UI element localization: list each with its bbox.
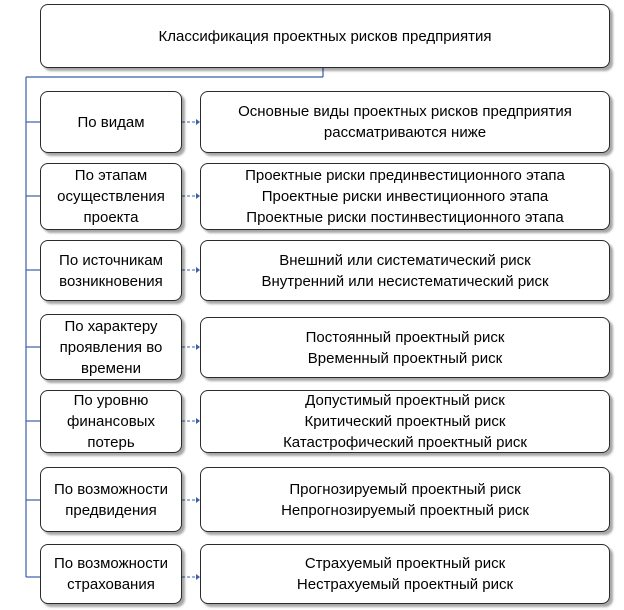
category-label: По уровню (73, 392, 149, 409)
items-box-insurance (200, 544, 610, 604)
category-label: По этапам (74, 167, 148, 184)
category-box-foresight (40, 467, 182, 532)
items-box-stages (200, 163, 610, 230)
item-label: Непрогнозируемый проектный риск (281, 501, 529, 519)
items-box-time (200, 317, 610, 378)
category-label: По источникам (59, 251, 163, 269)
item-label: Основные виды проектных рисков предприятия (238, 103, 572, 120)
category-label: предвидения (65, 501, 157, 519)
category-label: По возможности (53, 480, 169, 498)
item-label: Допустимый проектный риск (305, 392, 505, 409)
category-box-sources (40, 240, 182, 301)
item-label: Проектные риски прединвестиционного этапа (245, 167, 565, 184)
category-label: проявления во (59, 338, 163, 356)
category-box-types (40, 91, 182, 153)
item-label: Страхуемый проектный риск (304, 555, 506, 572)
category-label: осуществления (57, 188, 165, 205)
category-label: По возможности (53, 555, 169, 572)
item-label: Проектные риски постинвестиционного этапа (246, 209, 564, 226)
category-label: По характеру (64, 317, 158, 335)
items-box-losses (200, 390, 610, 453)
category-box-losses (40, 390, 182, 453)
items-box-types (200, 91, 610, 153)
category-label: По видам (77, 113, 145, 131)
items-box-foresight (200, 467, 610, 532)
category-box-stages (40, 163, 182, 230)
item-label: Внутренний или несистематический риск (261, 272, 549, 290)
category-box-insurance (40, 544, 182, 604)
item-label: Критический проектный риск (304, 413, 506, 430)
item-label: Нестрахуемый проектный риск (296, 576, 514, 593)
item-label: рассматриваются ниже (323, 124, 487, 141)
item-label: Внешний или систематический риск (279, 251, 531, 269)
item-label: Катастрофический проектный риск (283, 434, 527, 451)
category-label: возникновения (59, 272, 163, 290)
category-label: потерь (87, 434, 135, 451)
category-box-time (40, 314, 182, 380)
category-label: финансовых (67, 413, 155, 430)
item-label: Постоянный проектный риск (305, 328, 505, 346)
item-label: Временный проектный риск (307, 349, 503, 367)
items-box-sources (200, 240, 610, 301)
category-label: страхования (67, 576, 155, 593)
item-label: Прогнозируемый проектный риск (289, 480, 521, 498)
diagram-title-box (40, 4, 610, 68)
item-label: Проектные риски инвестиционного этапа (261, 188, 549, 205)
category-label: времени (81, 359, 141, 377)
diagram-title: Классификация проектных рисков предприятия (158, 27, 492, 45)
category-label: проекта (83, 209, 139, 226)
